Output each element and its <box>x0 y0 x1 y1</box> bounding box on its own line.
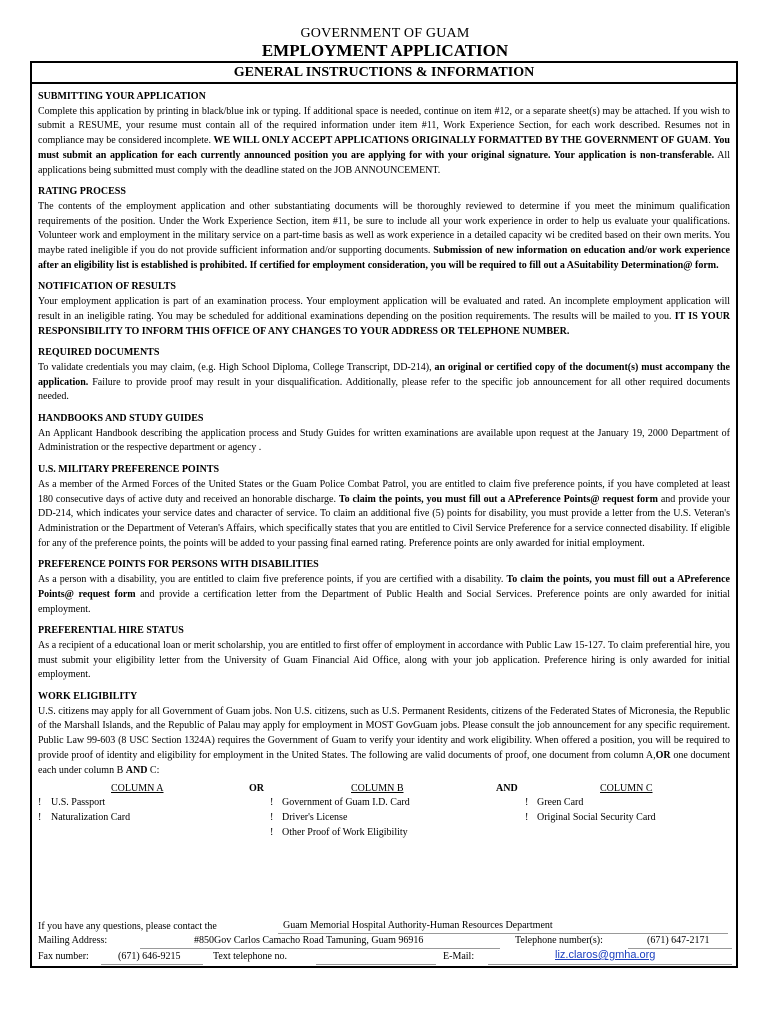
bold-run: To claim the points, you must fill out a APreference Points@ request form <box>338 493 658 505</box>
instructions-heading: GENERAL INSTRUCTIONS & INFORMATION <box>32 63 736 84</box>
section-text <box>38 295 730 339</box>
section-rating <box>38 185 730 273</box>
column-a-item: Naturalization Card <box>51 812 131 824</box>
fax-label: Fax number: <box>38 951 89 962</box>
section-text <box>38 105 730 179</box>
section-text: As a recipient of a educational loan or merit scholarship, you are entitled to first offer of employment in accordance with Public Law 15-127. To claim preferential hire, you must submit your eligibility letter from the University of Guam Financial Aid Office, along with your job application. Preference hiring is only awarded for initial employment. <box>38 639 730 681</box>
text-telephone-label: Text telephone no. <box>213 951 287 962</box>
column-b-item: Government of Guam I.D. Card <box>282 797 410 809</box>
bullet-icon: ! <box>270 797 274 809</box>
section-text <box>38 478 730 552</box>
bold-run: OR <box>655 749 671 761</box>
section-text <box>38 573 730 617</box>
bullet-icon: ! <box>270 827 274 839</box>
email-link[interactable]: liz.claros@gmha.org <box>555 949 656 961</box>
bullet-icon: ! <box>270 812 274 824</box>
column-b-item: Driver's License <box>282 812 348 824</box>
section-submitting <box>38 90 730 178</box>
bold-run: an original or certified copy of the document(s) must accompany the application. <box>38 361 730 388</box>
section-handbooks <box>38 412 730 456</box>
text-run: U.S. citizens may apply for all Government of Guam jobs. Non U.S. citizens, such as U.S. Permanent Residents, citizens of the Federated States of Micronesia, the Republic of the Marshall Islands, and the Republic of Palau may apply for employment in MOST GovGuam jobs. Please consult the job announcement for any specific requirement. Public Law 99-603 (8 USC Section 1324A) requires the Government of Guam to verify your identity and work eligibility. When offered a position, you will be required to provide proof of identity and eligibility for employment in the United States. The following are valid documents of proof, one document from column A, <box>38 705 730 761</box>
bold-run: To claim the points, you must fill out a APreference Points@ request form <box>38 574 731 600</box>
divider <box>101 964 203 965</box>
bold-run: You must submit an application for each currently announced position you are applying for with your original signature. Your application is non-transferable. <box>38 135 730 161</box>
column-b-title: COLUMN B <box>351 783 404 795</box>
fax-value: (671) 646-9215 <box>118 951 181 962</box>
section-text <box>38 705 730 779</box>
text-run: To validate credentials you may claim, (e.g. High School Diploma, College Transcript, DD-214), <box>38 361 435 373</box>
section-title: WORK ELIGIBILITY <box>38 691 138 703</box>
bullet-icon: ! <box>525 812 529 824</box>
text-run: All applications being submitted must comply with the deadline stated on the JOB ANNOUNCEMENT. <box>38 149 730 176</box>
section-text <box>38 361 730 405</box>
column-a-item: U.S. Passport <box>51 797 106 809</box>
section-title: PREFERENCE POINTS FOR PERSONS WITH DISABILITIES <box>38 559 319 571</box>
section-disabilities <box>38 558 730 617</box>
section-title: REQUIRED DOCUMENTS <box>38 347 160 359</box>
text-run: As a member of the Armed Forces of the United States or the Guam Police Combat Patrol, you are entitled to claim five preference points, if you have completed at least 180 consecutive days of active duty and received an honorable discharge. <box>38 478 730 505</box>
agency-heading: GOVERNMENT OF GUAM <box>300 26 470 41</box>
text-run: and provide your DD-214, which indicates your service dates and character of service. To claim an additional five (5) points for disability, you must provide a letter from the U.S. Veteran's Administration or the Department of Veteran's Affairs, which specifically states that you are entitled to Civil Service Preference for a service connected disability. If eligible for any of the preference points, the points will be added to your passing final earned rating. Preference points are only awarded for initial employment. <box>38 493 730 549</box>
telephone-label: Telephone number(s): <box>515 935 603 946</box>
section-title: RATING PROCESS <box>38 186 126 198</box>
section-required-documents <box>38 346 730 405</box>
section-title: HANDBOOKS AND STUDY GUIDES <box>38 413 204 425</box>
bold-run: IT IS YOUR RESPONSIBILITY TO INFORM THIS OFFICE OF ANY CHANGES TO YOUR ADDRESS OR TELEPHONE NUMBER. <box>38 310 731 337</box>
text-run: and provide a certification letter from the Department of Public Health and Social Services. Preference points are only awarded for initial employment. <box>38 588 730 615</box>
section-title: PREFERENTIAL HIRE STATUS <box>38 625 184 637</box>
telephone-value: (671) 647-2171 <box>647 935 710 946</box>
contact-intro: If you have any questions, please contact the <box>38 921 217 932</box>
text-run: Your employment application is part of an examination process. Your employment application will be evaluated and rated. An incomplete employment application will result in an ineligible rating. You may be scheduled for additional examinations depending on the position requirements. The results will be mailed to you. <box>38 296 730 322</box>
column-c-item: Green Card <box>537 797 584 809</box>
text-run: Complete this application by printing in black/blue ink or typing. If additional space is needed, continue on item #12, or a separate sheet(s) may be attached. If you wish to submit a RESUME, your resume must contain all of the required information under item #11, Work Experience Section, for each work described. Resumes not in compliance may be considered incomplete. <box>38 105 730 147</box>
bold-run: WE WILL ONLY ACCEPT APPLICATIONS ORIGINALLY FORMATTED BY THE GOVERNMENT OF GUAM <box>213 135 709 147</box>
column-c-title: COLUMN C <box>600 783 653 795</box>
bold-run: AND <box>125 764 148 776</box>
contact-organization: Guam Memorial Hospital Authority-Human Resources Department <box>283 920 553 931</box>
section-text <box>38 200 730 274</box>
instructions-frame <box>30 61 738 968</box>
text-run: Failure to provide proof may result in your disqualification. Additionally, please refer to the specific job announcement for all other required documents needed. <box>38 376 730 403</box>
or-label: OR <box>249 783 264 795</box>
column-c-item: Original Social Security Card <box>537 812 656 824</box>
section-text: An Applicant Handbook describing the application process and Study Guides for written examinations are available upon request at the January 19, 2000 Department of Administration or the respective department or agency . <box>38 427 730 454</box>
section-title: U.S. MILITARY PREFERENCE POINTS <box>38 464 220 476</box>
document-columns <box>38 782 730 839</box>
text-run: As a person with a disability, you are entitled to claim five preference points, if you are certified with a disability. <box>38 574 507 586</box>
mailing-address-label: Mailing Address: <box>38 935 108 946</box>
divider <box>278 933 728 934</box>
column-a-title: COLUMN A <box>111 783 164 795</box>
instructions-body <box>38 90 731 839</box>
section-notification <box>38 280 730 339</box>
section-military <box>38 463 730 551</box>
email-label: E-Mail: <box>443 951 475 962</box>
bold-run: Submission of new information on education and/or work experience after an eligibility list is established is prohibited. If certified for employment consideration, you will be required to fill out a ASuitability Determination@ form. <box>38 245 730 271</box>
and-label: AND <box>496 783 518 795</box>
mailing-address-value: #850Gov Carlos Camacho Road Tamuning, Guam 96916 <box>194 935 424 946</box>
section-preferential-hire <box>38 624 730 683</box>
text-run: The contents of the employment application and other substantiating documents will be thoroughly reviewed to determine if you meet the minimum qualification requirements of the position. Under the Work Experience Section, item #11, be sure to include all your work experience in order to help us evaluate your qualifications. Volunteer work and employment in the military service on a part-time basis as well as work experience in a detailed capacity wi be credited based on their own merits. You maybe rated ineligible if you do not provide sufficient information and/or supporting documents. <box>38 200 730 257</box>
divider <box>488 964 732 965</box>
text-run: . <box>708 135 714 147</box>
divider <box>316 964 436 965</box>
form-title: EMPLOYMENT APPLICATION <box>261 41 509 60</box>
section-title: SUBMITTING YOUR APPLICATION <box>38 91 206 102</box>
section-work-eligibility <box>38 690 730 778</box>
text-run: C: <box>147 764 160 776</box>
bullet-icon: ! <box>38 812 42 824</box>
column-b-item: Other Proof of Work Eligibility <box>282 827 408 839</box>
bullet-icon: ! <box>525 797 529 809</box>
section-title: NOTIFICATION OF RESULTS <box>38 281 176 293</box>
text-run: one document each under column B <box>38 749 730 776</box>
bullet-icon: ! <box>38 797 42 809</box>
divider <box>140 948 500 949</box>
